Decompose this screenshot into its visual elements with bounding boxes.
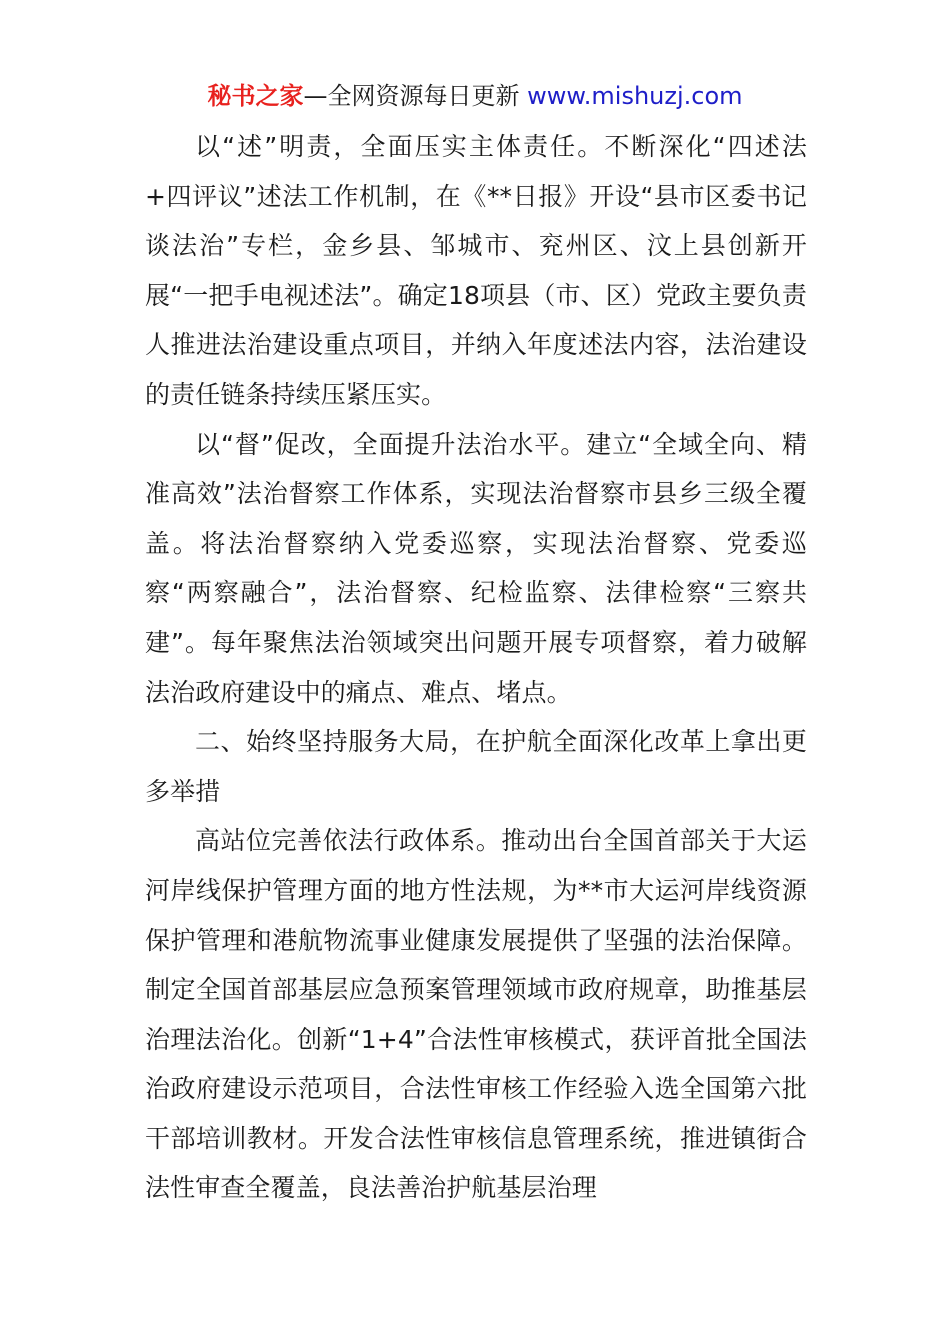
header-tagline: —全网资源每日更新	[303, 82, 520, 110]
paragraph-supervision: 以“督”促改，全面提升法治水平。建立“全域全向、精准高效”法治督察工作体系，实现法治督察市县乡三级全覆盖。将法治督察纳入党委巡察，实现法治督察、党委巡察“两察融合”，法治督察、纪检监察、法律检察“三察共建”。每年聚焦法治领域突出问题开展专项督察，着力破解法治政府建设中的痛点、难点、堵点。	[145, 429, 807, 707]
paragraph-accountability: 以“述”明责，全面压实主体责任。不断深化“四述法+四评议”述法工作机制，在《**日报》开设“县市区委书记谈法治”专栏，金乡县、邹城市、兖州区、汶上县创新开展“一把手电视述法”。确定18项县（市、区）党政主要负责人推进法治建设重点项目，并纳入年度述法内容，法治建设的责任链条持续压紧压实。	[145, 132, 807, 409]
document-body	[145, 122, 807, 1213]
section-heading: 二、始终坚持服务大局，在护航全面深化改革上拿出更多举措	[145, 727, 807, 806]
paragraph-administration: 高站位完善依法行政体系。推动出台全国首部关于大运河岸线保护管理方面的地方性法规，为**市大运河岸线资源保护管理和港航物流事业健康发展提供了坚强的法治保障。制定全国首部基层应急预案管理领域市政府规章，助推基层治理法治化。创新“1+4”合法性审核模式，获评首批全国法治政府建设示范项目，合法性审核工作经验入选全国第六批干部培训教材。开发合法性审核信息管理系统，推进镇街合法性审查全覆盖，良法善治护航基层治理	[145, 826, 807, 1203]
brand-name: 秘书之家	[207, 82, 304, 110]
site-url-link[interactable]: www.mishuzj.com	[527, 82, 743, 110]
page-header	[0, 80, 950, 112]
